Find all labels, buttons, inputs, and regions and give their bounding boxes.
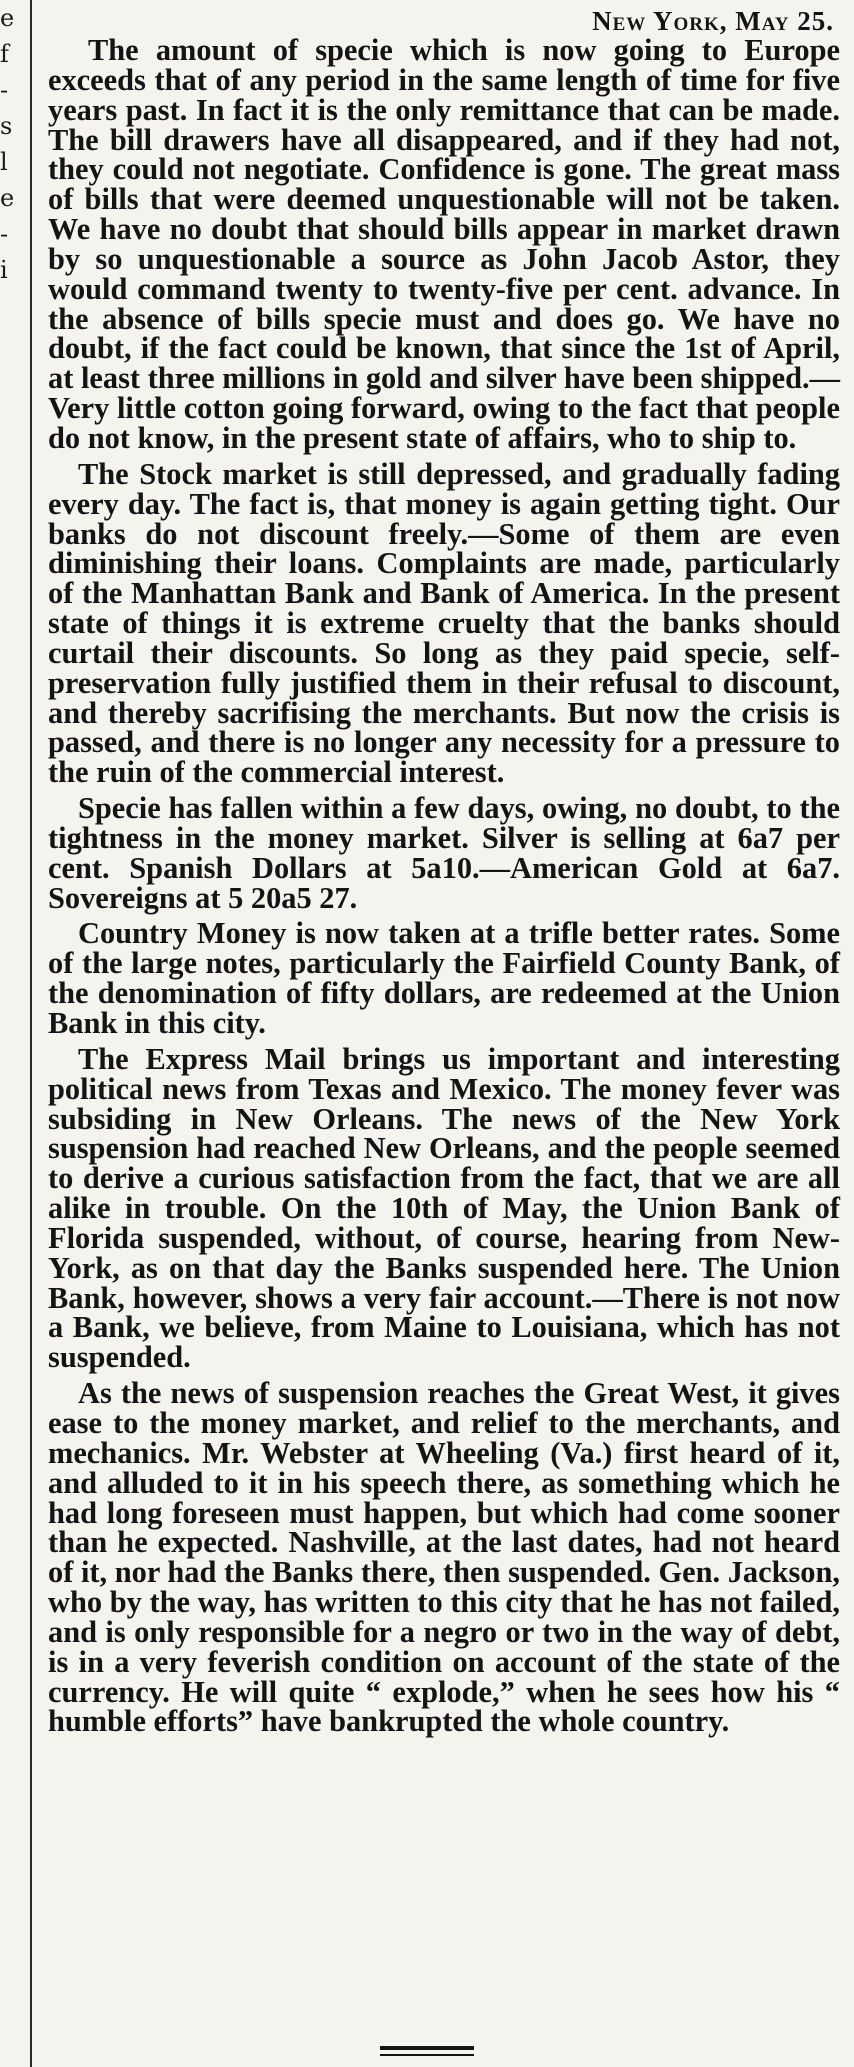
article-paragraph: The Express Mail brings us important and interesting political news from Texas and Mexico. The money fever was subsiding in New Orleans. The news of the New York suspension had reached New Orleans, and the people seemed to derive a curious satisfaction from the fact, that we are all alike in trouble. On the 10th of May, the Union Bank of Florida suspended, without, of course, hearing from New-York, as on that day the Banks suspended here. The Union Bank, however, shows a very fair account.—There is not now a Bank, we believe, from Maine to Louisiana, which has not suspended.	[48, 1041, 840, 1375]
dateline: New York, May 25.	[592, 6, 834, 36]
adjacent-column-fragment	[0, 0, 22, 288]
fragment-char: e	[0, 184, 15, 212]
closing-rule-thin	[380, 2054, 474, 2056]
fragment-char: e	[0, 4, 15, 32]
fragment-char: -	[0, 220, 9, 248]
article-paragraph: Country Money is now taken at a trifle better rates. Some of the large notes, particularly the Fairfield County Bank, of the denomination of fifty dollars, are redeemed at the Union Bank in this city.	[48, 916, 840, 1040]
fragment-char: l	[0, 148, 8, 176]
article-paragraph: Specie has fallen within a few days, owing, no doubt, to the tightness in the money market. Silver is selling at 6a7 per cent. Spanish Dollars at 5a10.—American Gold at 6a7. Sovereigns at 5 20a5 27.	[48, 791, 840, 915]
fragment-char: i	[0, 256, 8, 284]
article-paragraph: The amount of specie which is now going to Europe exceeds that of any period in the same length of time for five years past. In fact it is the only remittance that can be made. The bill drawers have all disappeared, and if they had not, they could not negotiate. Confidence is gone. The great mass of bills that were deemed unquestionable will not be taken. We have no doubt that should bills appear in market drawn by so unquestionable a source as John Jacob Astor, they would command twenty to twenty-five per cent. advance. In the absence of bills specie must and does go. We have no doubt, if the fact could be known, that since the 1st of April, at least three millions in gold and silver have been shipped.—Very little cotton going forward, owing to the fact that people do not know, in the present state of affairs, who to ship to.	[48, 33, 840, 455]
article-paragraph: As the news of suspension reaches the Great West, it gives ease to the money market, and relief to the merchants, and mechanics. Mr. Webster at Wheeling (Va.) first heard of it, and alluded to it in his speech there, as something which he had long foreseen must happen, but which had come sooner than he expected. Nashville, at the last dates, had not heard of it, nor had the Banks there, then suspended. Gen. Jackson, who by the way, has written to this city that he has not failed, and is only responsible for a negro or two in the way of debt, is in a very feverish condition on account of the state of the currency. He will quite “ explode,” when he sees how his “ humble efforts” have bankrupted the whole country.	[48, 1376, 840, 1739]
article-paragraph: The Stock market is still depressed, and gradually fading every day. The fact is, that money is again getting tight. Our banks do not discount freely.—Some of them are even diminishing their loans. Complaints are made, particularly of the Manhattan Bank and Bank of America. In the present state of things it is extreme cruelty that the banks should curtail their discounts. So long as they paid specie, self-preservation fully justified them in their refusal to discount, and thereby sacrifising the merchants. But now the crisis is passed, and there is no longer any necessity for a pressure to the ruin of the commercial interest.	[48, 456, 840, 790]
closing-rule	[380, 2046, 474, 2050]
article-column	[48, 6, 840, 1743]
fragment-char: s	[0, 112, 13, 140]
column-divider-rule	[30, 0, 32, 2067]
fragment-char: f	[0, 40, 9, 68]
fragment-char: -	[0, 76, 9, 104]
